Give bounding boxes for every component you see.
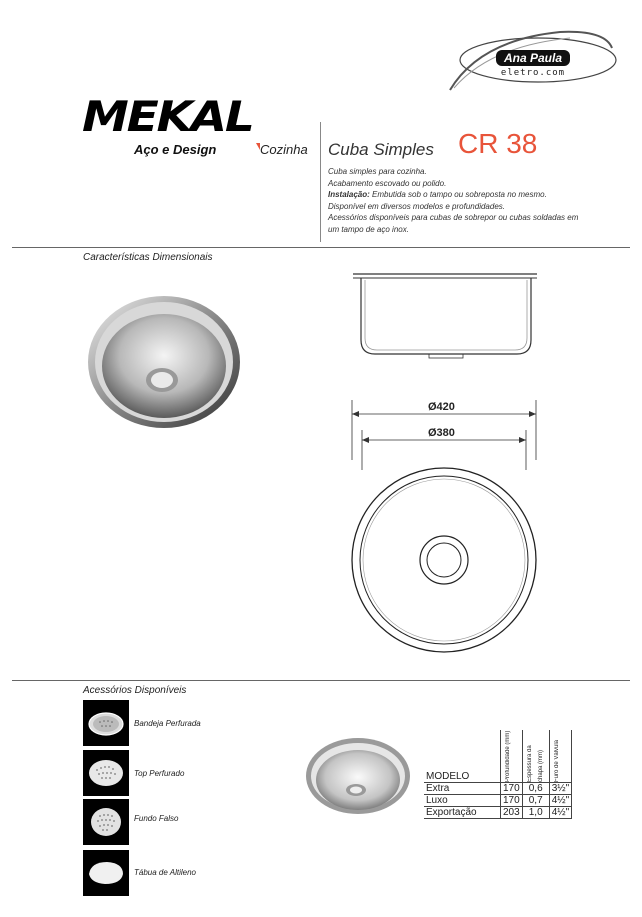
model-column-header: MODELO: [426, 771, 470, 782]
header-divider: [320, 122, 321, 242]
accessory-label: Top Perfurado: [134, 769, 185, 778]
dealer-site: eletro.com: [500, 68, 566, 78]
accessory-label: Fundo Falso: [134, 814, 179, 823]
dimensions-title: Características Dimensionais: [83, 252, 213, 263]
outer-diameter-label: Ø420: [428, 401, 455, 413]
valve-column-header: Furo de Válvula: [553, 739, 560, 782]
depth-column-header: Profundidade (mm): [505, 730, 511, 782]
thickness-value: 0,7: [522, 795, 549, 807]
sink-side-view: [345, 268, 545, 363]
accessories-title: Acessórios Disponíveis: [83, 685, 187, 696]
thickness-value: 1,0: [522, 807, 549, 819]
accessory-label: Bandeja Perfurada: [134, 719, 201, 728]
sink-render-small-image: [304, 734, 412, 828]
sink-top-view: [350, 466, 540, 656]
product-name: Cuba Simples: [328, 140, 434, 159]
table-row: [424, 783, 572, 795]
brand-tagline: Aço e Design: [134, 142, 217, 157]
perforated-top-icon: [83, 750, 129, 796]
false-bottom-icon: [83, 799, 129, 845]
sink-render-image: [86, 294, 242, 436]
accessory-label: Tábua de Altileno: [134, 868, 196, 877]
product-description: [328, 166, 628, 235]
perforated-tray-icon: [83, 700, 129, 746]
model-name: Luxo: [424, 795, 501, 807]
description-line: Cuba simples para cozinha.: [328, 167, 427, 176]
description-line: Instalação: Embutida sob o tampo ou sobreposta no mesmo.: [328, 190, 547, 199]
depth-value: 170: [501, 795, 523, 807]
dealer-logo: [440, 20, 620, 95]
section-divider: [12, 247, 630, 248]
models-table: [424, 730, 572, 819]
description-line: Acessórios disponíveis para cubas de sobrepor ou cubas soldadas em: [328, 213, 579, 222]
description-line: Disponível em diversos modelos e profundidades.: [328, 201, 505, 211]
description-line: um tampo de aço inox.: [328, 224, 409, 234]
section-divider: [12, 680, 630, 681]
table-row: [424, 807, 572, 819]
valve-value: 3½": [549, 783, 571, 795]
thickness-value: 0,6: [522, 783, 549, 795]
depth-value: 203: [501, 807, 523, 819]
product-model: CR 38: [458, 128, 538, 159]
model-name: Extra: [424, 783, 501, 795]
brand-logo: MEKAL: [82, 92, 253, 141]
valve-value: 4½": [549, 807, 571, 819]
category-label: Cozinha: [260, 142, 308, 157]
thickness-column-header: Espessura da chapa (mm): [526, 745, 544, 782]
table-header-row: [424, 730, 572, 783]
dealer-name: Ana Paula: [503, 51, 563, 65]
model-name: Exportação: [424, 807, 501, 819]
table-row: [424, 795, 572, 807]
cutting-board-icon: [83, 850, 129, 896]
description-line: Acabamento escovado ou polido.: [328, 178, 447, 188]
inner-diameter-label: Ø380: [428, 427, 455, 439]
depth-value: 170: [501, 783, 523, 795]
valve-value: 4½": [549, 795, 571, 807]
